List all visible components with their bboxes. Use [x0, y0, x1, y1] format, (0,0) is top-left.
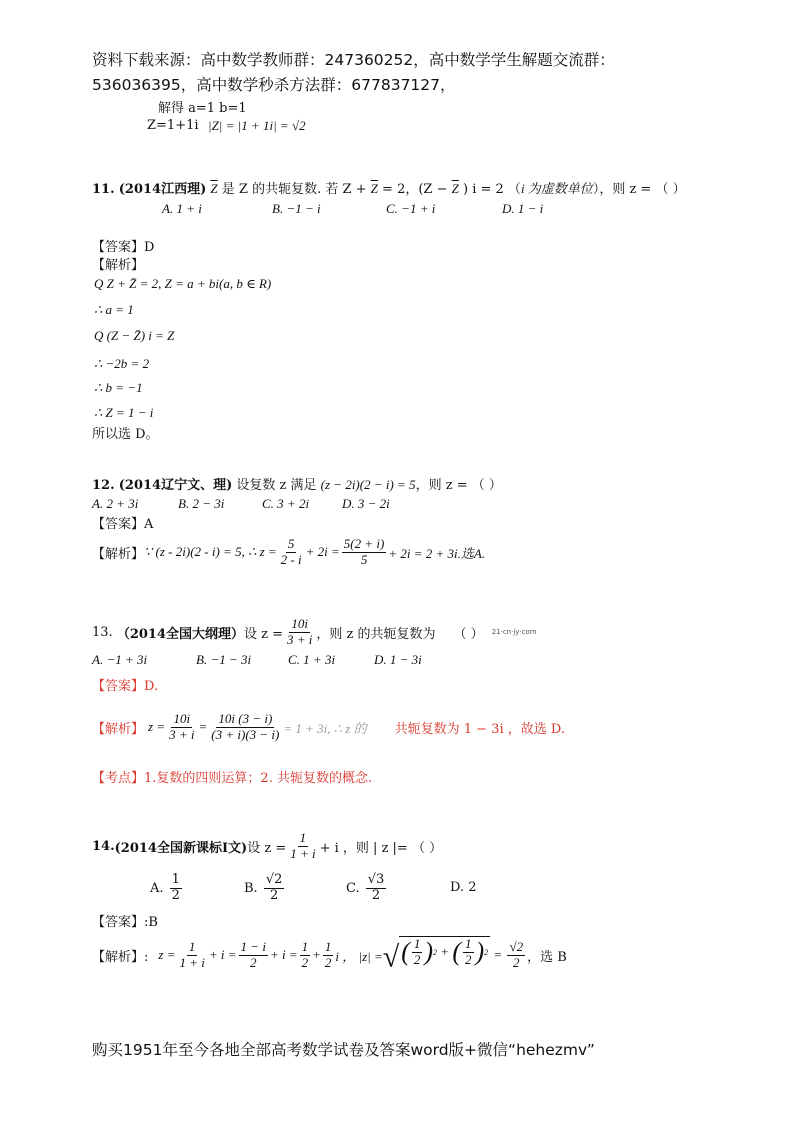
q12-sol-b: + 2i =	[305, 544, 340, 559]
q11-option-a: A. 1 + i	[162, 201, 202, 216]
q12-analysis	[92, 532, 485, 572]
q11-option-d: D. 1 − i	[502, 201, 544, 216]
q12-option-d: D. 3 − 2i	[342, 496, 390, 511]
q14-option-c: C. $\frac{√3}{2}$	[346, 871, 385, 903]
q11-zbar-2: $\overline{Z}$	[370, 181, 378, 196]
q14-analysis-label: 【解析】:	[92, 949, 149, 965]
q14-answer-value: B	[148, 915, 158, 930]
q13-option-a: A. −1 + 3i	[92, 652, 148, 667]
q13-answer-value: D.	[144, 679, 159, 694]
q13-answer	[92, 675, 158, 694]
q14-stem-b: + i ，则 | z |= （ ）	[319, 840, 443, 856]
q13-analysis: 【解析】 z = $\frac{10i}{3 + i}$ = $\frac{10i (3 - i)}{(3 + i)(3 - i)}$ = 1 + 3i, ∴ z 的 共轭复数为 1 − 3i ，故选 D.	[92, 710, 565, 742]
q11-conclusion: 所以选 D。	[92, 427, 159, 442]
q13-frac-2: $\frac{10i (3 - i)}{(3 + i)(3 - i)}$	[211, 710, 280, 742]
q13-option-c: C. 1 + 3i	[288, 652, 336, 667]
q13-keypoint-label: 【考点】	[92, 771, 145, 786]
footer-text: 购买1951年至今各地全部高考数学试卷及答案word版+微信“hehezmv”	[92, 1041, 595, 1059]
q13-sol-b: = 1 + 3i, ∴ z 的	[283, 720, 367, 736]
q13-number: 13.	[92, 624, 113, 640]
q11-stem-b: = 2，(Z −	[382, 182, 448, 197]
q11-stem-d: ），则 z = （ ）	[592, 182, 686, 197]
q13-sol-c: 共轭复数为 1 − 3i ，故选 D.	[394, 721, 565, 737]
q14-analysis: 【解析】: z = $\frac{1}{1 + i}$ + i = $\frac{1 - i}{2}$ + i = $\frac{1}{2}$ + $\frac{1}{2}$ i ， |z| = √ ( $\frac{1}{2}$ ) 2 + ( $\frac{1}{2}$ ) 2 = $\frac{√2}{2}$ ，选 B	[92, 935, 567, 974]
q11-source: (2014江西理)	[118, 182, 207, 197]
q13-frac: $\frac{10i}{3 + i}$	[287, 615, 313, 647]
q12-stem	[92, 474, 502, 493]
q12-sol-c: + 2i = 2 + 3i.选A.	[388, 545, 486, 561]
q12-option-b: B. 2 − 3i	[178, 496, 225, 511]
q14-stem-a: 设 z =	[247, 840, 287, 856]
q13-option-d: D. 1 − 3i	[374, 652, 422, 667]
q11-step-1: Q Z + Z̄ = 2, Z = a + bi(a, b ∈ R)	[94, 276, 272, 291]
q14-option-a: A. $\frac{1}{2}$	[150, 871, 180, 903]
q13-paren: （ ）	[453, 626, 484, 642]
q11-number: 11.	[92, 182, 115, 197]
q13-stem-b: ，则 z 的共轭复数为	[316, 626, 436, 642]
q11-answer-label: 【答案】	[92, 240, 145, 255]
q11-option-c: C. −1 + i	[386, 201, 436, 216]
q11-note: i 为虚数单位	[520, 181, 593, 196]
prev-z-eq: Z=1+1i	[147, 118, 199, 133]
q12-answer-value: A	[144, 517, 154, 532]
q11-analysis-label: 【解析】	[92, 258, 145, 273]
q12-number: 12.	[92, 478, 115, 493]
q11-stem-c: ) i = 2 （	[463, 182, 521, 197]
q13-option-b: B. −1 − 3i	[196, 652, 252, 667]
q14-option-d: D. 2	[450, 880, 477, 895]
q14-sqrt: √ ( $\frac{1}{2}$ ) 2 + ( $\frac{1}{2}$ ) 2	[382, 935, 489, 974]
q13-answer-label: 【答案】	[92, 679, 145, 694]
prev-solve-line: 解得 a=1 b=1	[158, 101, 247, 116]
q14-option-b: B. $\frac{√2}{2}$	[244, 871, 283, 903]
q12-expr: (z − 2i)(2 − i) = 5	[320, 477, 416, 492]
q14-frac-1: $\frac{1}{1 + i}$	[179, 938, 205, 970]
q11-option-b: B. −1 − i	[272, 201, 321, 216]
q11-zbar: $\overline{Z}$	[210, 181, 218, 196]
q14-frac-2: $\frac{1 - i}{2}$	[240, 938, 266, 970]
q11-stem	[92, 178, 686, 197]
q11-answer	[92, 236, 154, 255]
q12-analysis-label: 【解析】	[92, 546, 145, 562]
q11-stem-a: 是 Z 的共轭复数. 若 Z +	[221, 182, 367, 197]
q13-keypoint-text: 1.复数的四则运算；2. 共轭复数的概念.	[144, 771, 373, 786]
q12-option-c: C. 3 + 2i	[262, 496, 310, 511]
q14-answer-label: 【答案】:	[92, 915, 149, 930]
q14-answer	[92, 911, 158, 930]
q11-step-2: ∴ a = 1	[94, 302, 134, 317]
header-line-2: 536036395，高中数学秒杀方法群：677837127，	[92, 76, 456, 94]
header-line-1: 资料下载来源：高中数学教师群：247360252，高中数学学生解题交流群：	[92, 51, 615, 69]
q11-zbar-3: $\overline{Z}$	[451, 181, 459, 196]
q13-frac-1: $\frac{10i}{3 + i}$	[169, 710, 195, 742]
q12-frac-1: $\frac{5}{2 - i}$	[280, 535, 302, 567]
q14-frac-4: $\frac{1}{2}$	[324, 938, 332, 970]
q14-number: 14.	[92, 838, 115, 854]
q13-sol-a: z =	[148, 719, 166, 734]
q12-answer-label: 【答案】	[92, 517, 145, 532]
q12-answer	[92, 513, 153, 532]
q11-step-3: Q (Z − Z̄) i = Z	[94, 328, 175, 343]
q11-answer-value: D	[144, 240, 155, 255]
q14-frac-3: $\frac{1}{2}$	[301, 938, 309, 970]
q13-source: （2014全国大纲理）	[116, 626, 245, 642]
q12-stem-a: 设复数 z 满足	[236, 478, 317, 493]
q14-frac-result: $\frac{√2}{2}$	[509, 938, 524, 970]
q13-analysis-label: 【解析】	[92, 721, 145, 737]
q14-frac: $\frac{1}{1 + i}$	[290, 829, 316, 861]
q14-source: (2014全国新课标Ⅰ文)	[114, 840, 248, 856]
q12-source: (2014辽宁文、理)	[118, 478, 233, 493]
q11-step-4: ∴ −2b = 2	[94, 356, 150, 371]
q14-stem	[92, 826, 442, 866]
q11-step-6: ∴ Z = 1 − i	[94, 405, 154, 420]
q12-sol-a: ∵ (z - 2i)(2 - i) = 5, ∴ z =	[144, 544, 277, 559]
q13-stem	[92, 612, 537, 652]
q13-keypoint	[92, 767, 372, 786]
q13-watermark: 21·cn·jy·com	[491, 628, 537, 636]
q12-option-a: A. 2 + 3i	[92, 496, 139, 511]
q13-stem-a: 设 z =	[244, 626, 284, 642]
prev-modulus: |Z| = |1 + 1i| = √2	[208, 118, 306, 133]
q12-stem-end: ，则 z = （ ）	[415, 478, 502, 493]
q12-frac-2: $\frac{5(2 + i)}{5}$	[343, 535, 385, 567]
q11-step-5: ∴ b = −1	[94, 380, 143, 395]
